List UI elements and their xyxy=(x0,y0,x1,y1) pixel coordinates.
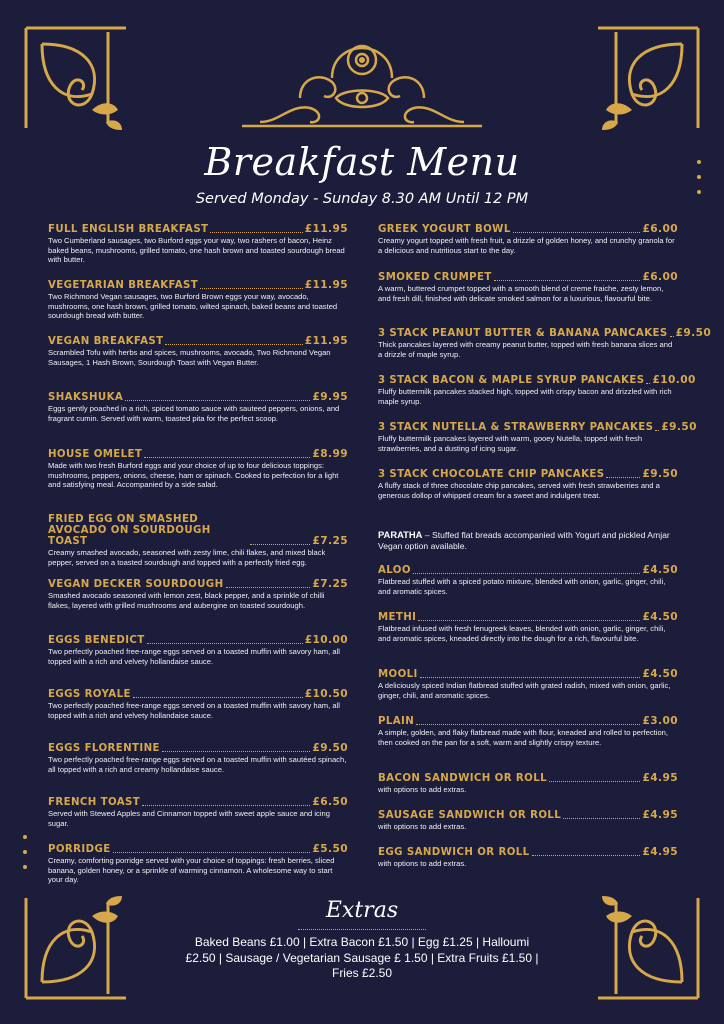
item-description: Two Cumberland sausages, two Burford eggs your way, two rashers of bacon, Heinz baked beans, mushrooms, grilled tomato, one hash brown and toasted sourdough bread with butter. xyxy=(48,236,345,265)
menu-item xyxy=(378,716,678,747)
item-description: with options to add extras. xyxy=(378,822,467,831)
item-description: Creamy yogurt topped with fresh fruit, a drizzle of golden honey, and crunchy granola for a delicious and nutritious start to the day. xyxy=(378,236,675,255)
item-name: 3 STACK PEANUT BUTTER & BANANA PANCAKES xyxy=(378,328,668,339)
item-description: Two perfectly poached free-range eggs served on a toasted muffin with savory ham, all topped with a rich and velvety hollandaise sauce. xyxy=(48,701,340,720)
item-price: £5.50 xyxy=(312,843,348,855)
item-description: A warm, buttered crumpet topped with a smooth blend of creme fraiche, zesty lemon, and fresh dill, finished with delicate smoked salmon for a luxurious, flavourful bite. xyxy=(378,284,664,303)
item-price: £6.50 xyxy=(312,796,348,808)
item-description: Two perfectly poached free-range eggs served on a toasted muffin with sautéed spinach, all topped with a rich and creamy hollandaise sauce. xyxy=(48,755,347,774)
item-description: Eggs gently poached in a rich, spiced tomato sauce with sauteed peppers, onions, and fragrant cumin. Served with warm, toasted pita for the perfect scoop. xyxy=(48,404,340,423)
item-price: £4.50 xyxy=(642,611,678,623)
item-name: SAUSAGE SANDWICH OR ROLL xyxy=(378,810,562,821)
item-price: £9.50 xyxy=(312,742,348,754)
item-name: PORRIDGE xyxy=(48,844,111,855)
item-name: FULL ENGLISH BREAKFAST xyxy=(48,224,209,235)
item-name: FRENCH TOAST xyxy=(48,797,141,808)
paratha-text: – Stuffed flat breads accompanied with Yogurt and pickled Amjar Vegan option available. xyxy=(378,530,670,551)
item-description: Fluffy buttermilk pancakes layered with warm, gooey Nutella, topped with fresh strawberries, and a dusting of icing sugar. xyxy=(378,434,643,453)
item-price: £9.50 xyxy=(661,421,697,433)
menu-item xyxy=(378,469,678,500)
item-name: EGG SANDWICH OR ROLL xyxy=(378,847,530,858)
item-description: Flatbread infused with fresh fenugreek leaves, blended with onion, garlic, ginger, chili, and aromatic spices, kneaded directly into the dough for a rich, flavourful bite. xyxy=(378,624,666,643)
menu-item xyxy=(48,844,348,885)
item-description: Smashed avocado seasoned with lemon zest, black pepper, and a sprinkle of chilli flakes, layered with grilled mushrooms and aubergine on toasted sourdough. xyxy=(48,591,325,610)
item-price: £4.95 xyxy=(642,809,678,821)
item-name: MOOLI xyxy=(378,669,418,680)
menu-item xyxy=(378,224,678,255)
menu-item xyxy=(378,847,678,869)
item-name: VEGAN BREAKFAST xyxy=(48,336,164,347)
item-price: £9.50 xyxy=(675,327,712,339)
item-price: £8.99 xyxy=(312,448,348,460)
menu-item xyxy=(48,689,348,720)
menu-item xyxy=(48,336,348,367)
paratha-label: PARATHA xyxy=(378,529,423,540)
item-description: Flatbread stuffed with a spiced potato mixture, blended with onion, garlic, ginger, chili, and aromatic spices. xyxy=(378,577,666,596)
item-description: Fluffy buttermilk pancakes stacked high, topped with crispy bacon and drizzled with rich maple syrup. xyxy=(378,387,672,406)
menu-item xyxy=(378,773,678,795)
menu-item xyxy=(378,374,696,406)
item-price: £6.00 xyxy=(642,223,678,235)
item-name: METHI xyxy=(378,612,417,623)
menu-item xyxy=(48,797,348,828)
menu-item xyxy=(378,565,678,596)
item-description: with options to add extras. xyxy=(378,859,467,868)
item-description: Two perfectly poached free-range eggs served on a toasted muffin with savory ham, all topped with a rich and velvety hollandaise sauce. xyxy=(48,647,340,666)
paratha-intro xyxy=(378,529,678,552)
item-price: £3.00 xyxy=(642,715,678,727)
menu-item xyxy=(48,635,348,666)
menu-item xyxy=(48,514,348,567)
item-name: GREEK YOGURT BOWL xyxy=(378,224,511,235)
menu-item xyxy=(48,280,348,321)
item-price: £4.50 xyxy=(642,564,678,576)
item-description: A fluffy stack of three chocolate chip pancakes, served with fresh strawberries and a generous dollop of whipped cream for a sweet and indulgent treat. xyxy=(378,481,660,500)
item-price: £6.00 xyxy=(642,271,678,283)
menu-item xyxy=(378,612,678,643)
item-name: HOUSE OMELET xyxy=(48,449,143,460)
item-name: 3 STACK CHOCOLATE CHIP PANCAKES xyxy=(378,469,605,480)
menu-item xyxy=(48,392,348,423)
item-price: £10.00 xyxy=(304,634,348,646)
item-name: VEGAN DECKER SOURDOUGH xyxy=(48,579,224,590)
menu-item xyxy=(378,272,678,303)
item-name: EGGS FLORENTINE xyxy=(48,743,160,754)
menu-item xyxy=(48,449,348,490)
item-price: £4.50 xyxy=(642,668,678,680)
corner-ornament-icon xyxy=(22,24,132,134)
menu-item xyxy=(378,810,678,832)
item-name: EGGS BENEDICT xyxy=(48,635,145,646)
item-name: FRIED EGG ON SMASHED AVOCADO ON SOURDOUGH TOAST xyxy=(48,514,211,547)
item-price: £11.95 xyxy=(304,223,348,235)
item-description: Scrambled Tofu with herbs and spices, mushrooms, avocado, Two Richmond Vegan Sausages, 1 Hash Brown, Sourdough Toast with Vegan Butter. xyxy=(48,348,331,367)
item-description: Served with Stewed Apples and Cinnamon topped with sweet apple sauce and icing sugar. xyxy=(48,809,330,828)
menu-item xyxy=(378,421,697,453)
item-name: ALOO xyxy=(378,565,411,576)
item-price: £7.25 xyxy=(312,578,348,590)
item-name: SMOKED CRUMPET xyxy=(378,272,492,283)
ornament-dot xyxy=(23,835,27,839)
menu-item xyxy=(378,327,712,359)
extras-divider xyxy=(298,929,426,930)
item-description: A deliciously spiced Indian flatbread stuffed with grated radish, mixed with onion, garlic, ginger, chili, and aromatic spices. xyxy=(378,681,671,700)
item-name: PLAIN xyxy=(378,716,415,727)
item-description: Two Richmond Vegan sausages, two Burford Brown eggs your way, avocado, mushrooms, one hash brown, grilled tomato, wilted spinach, baked beans and toasted sourdough bread with butter. xyxy=(48,292,338,321)
page-subtitle: Served Monday - Sunday 8.30 AM Until 12 PM xyxy=(195,191,529,207)
item-name: 3 STACK NUTELLA & STRAWBERRY PANCAKES xyxy=(378,422,654,433)
menu-item xyxy=(378,669,678,700)
item-price: £9.50 xyxy=(642,468,678,480)
item-name: EGGS ROYALE xyxy=(48,689,131,700)
item-name: VEGETARIAN BREAKFAST xyxy=(48,280,199,291)
item-description: A simple, golden, and flaky flatbread made with flour, kneaded and rolled to perfection, then cooked on the pan for a soft, warm and slightly crispy texture. xyxy=(378,728,669,747)
corner-ornament-icon xyxy=(592,24,702,134)
item-price: £4.95 xyxy=(642,772,678,784)
item-price: £4.95 xyxy=(642,846,678,858)
item-price: £11.95 xyxy=(304,335,348,347)
menu-item xyxy=(48,224,348,265)
item-description: with options to add extras. xyxy=(378,785,467,794)
ornament-dot xyxy=(23,850,27,854)
extras-title: Extras xyxy=(325,898,399,923)
item-price: £11.95 xyxy=(304,279,348,291)
item-name: SHAKSHUKA xyxy=(48,392,124,403)
item-description: Creamy, comforting porridge served with your choice of toppings: fresh berries, sliced banana, golden honey, or a sprinkle of warming cinnamon. A wholesome way to start your day. xyxy=(48,856,335,885)
menu-item xyxy=(48,743,348,774)
item-description: Made with two fresh Burford eggs and your choice of up to four delicious toppings: mushrooms, peppers, onions, cheese, ham or spinach. Cooked to perfection for a light and satisfying meal. Accompanied by a side salad. xyxy=(48,461,339,490)
item-name: 3 STACK BACON & MAPLE SYRUP PANCAKES xyxy=(378,375,645,386)
item-description: Thick pancakes layered with creamy peanut butter, topped with fresh banana slices and a drizzle of maple syrup. xyxy=(378,340,673,359)
extras-list: Baked Beans £1.00 | Extra Bacon £1.50 | Egg £1.25 | Halloumi £2.50 | Sausage / Vegetarian Sausage £ 1.50 | Extra Fruits £1.50 | Fries £2.50 xyxy=(185,935,539,980)
item-price: £7.25 xyxy=(312,535,348,547)
item-price: £10.00 xyxy=(652,374,696,386)
item-description: Creamy smashed avocado, seasoned with zesty lime, chili flakes, and mixed black pepper, served on a toasted sourdough and topped with a perfectly fried egg. xyxy=(48,548,326,567)
item-name: BACON SANDWICH OR ROLL xyxy=(378,773,547,784)
crest-ornament-icon xyxy=(240,38,484,134)
item-price: £10.50 xyxy=(304,688,348,700)
item-price: £9.95 xyxy=(312,391,348,403)
ornament-dot xyxy=(23,865,27,869)
page-title: Breakfast Menu xyxy=(204,140,520,184)
menu-item xyxy=(48,579,348,610)
